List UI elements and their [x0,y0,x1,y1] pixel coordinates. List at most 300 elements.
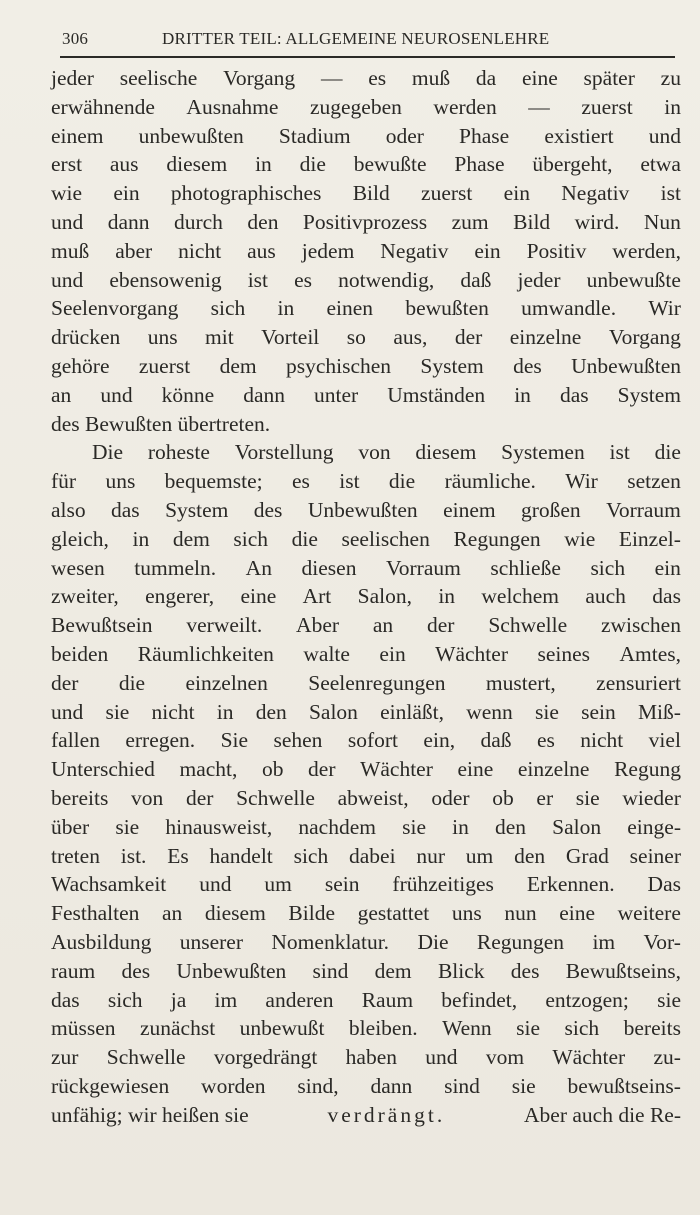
word: einzelne [509,325,582,350]
word: an [372,613,394,638]
word: einläßt, [380,699,445,724]
text-line [51,957,681,986]
text-line [51,410,681,439]
word: ist [247,267,269,292]
word: könne [161,382,215,407]
word: Positiv [526,238,587,263]
word: uns [147,325,178,350]
word: muß [51,238,90,263]
word: und [199,872,232,897]
word: bewußte [353,152,427,177]
word: und [51,699,84,724]
word: Wachsamkeit [51,872,167,897]
text-line [51,467,681,496]
word: seines [537,641,590,666]
text-line [51,1043,681,1072]
word: haben [345,1045,397,1070]
word: des [513,353,542,378]
word: Blick [437,958,485,983]
word: Die [92,440,124,465]
word: weitere [617,901,681,926]
word: Das [647,872,681,897]
text-line [51,1072,681,1101]
word: wesen [51,555,105,580]
word: ein [503,181,530,206]
word: wie [51,181,83,206]
word: raum [51,958,96,983]
word: der [185,785,214,810]
word: muß [411,66,451,90]
word: sie [575,785,600,810]
word: sehen [273,728,323,753]
word: daß [460,267,492,292]
word: Bewußtsein [51,613,153,638]
word: nicht [580,728,624,753]
word: seiner [629,843,681,868]
text-line [51,554,681,583]
word: bereits [51,785,109,810]
text-line [51,179,681,208]
word: Die [417,929,449,954]
word: vorgedrängt [213,1045,318,1070]
word: das [51,987,80,1012]
word: frühzeitiges [392,872,494,897]
word: Erkennen. [526,872,615,897]
word: jeder [51,66,94,90]
word: es [536,728,555,753]
word: Regung [614,757,681,782]
word: rückgewiesen [51,1073,170,1098]
word: tummeln. [134,555,217,580]
text-line [51,698,681,727]
text-line [51,438,681,467]
word: Es [167,843,189,868]
word: welchem [481,584,559,609]
word: ja [170,987,187,1012]
word: Wenn [442,1016,492,1041]
word: sich [590,555,626,580]
word: handelt [209,843,273,868]
word: walte [303,641,350,666]
word: unserer [179,929,244,954]
word: im [592,929,616,954]
word: nur [416,843,446,868]
word: Aber [296,613,340,638]
word: diesen [301,555,357,580]
word: großen [520,497,581,522]
word: sind [312,958,349,983]
word: sind [444,1073,480,1098]
word: drücken [51,325,121,350]
word: zugegeben [309,94,402,119]
word: dann [370,1073,413,1098]
word: sich [564,1016,600,1041]
text-line [51,928,681,957]
word: in [277,296,295,321]
word: wenn [466,699,513,724]
page-header [60,26,675,58]
word: entzogen; [545,987,629,1012]
word: worden [201,1073,266,1098]
text-line [51,640,681,669]
word: das [652,584,681,609]
word: ein [113,181,140,206]
word: Miß- [637,699,681,724]
word: Bild [513,209,551,234]
word: unbewußt [239,1016,325,1041]
word: einem [443,497,496,522]
word: den [494,814,527,839]
word: durch [173,209,223,234]
word: — [320,66,343,90]
word: System [165,497,229,522]
word: Negativ [380,238,449,263]
word: photographisches [170,181,322,206]
word: zu- [653,1045,681,1070]
word: der [454,325,483,350]
word: also [51,497,86,522]
word: Phase [454,152,505,177]
word: sie [511,1073,536,1098]
word: existiert [544,123,614,148]
word: aber [115,238,153,263]
word: mustert, [485,670,556,695]
text-line [51,496,681,525]
text-line [51,294,681,323]
word: es [294,267,313,292]
word: und [648,123,681,148]
word: Sie [220,728,249,753]
word: diesem [166,152,228,177]
word: zum [451,209,489,234]
word: Amtes, [619,641,681,666]
word: ist [339,469,360,494]
word: für [51,469,77,494]
word: ist [660,181,681,206]
final-line-after: Aber auch die Re- [524,1102,681,1127]
word: uns [451,901,482,926]
word: nicht [178,238,222,263]
word: erregen. [125,728,196,753]
word: Bewußten [85,411,178,436]
text-line [51,755,681,784]
word: gestattet [357,901,430,926]
word: nun [504,901,537,926]
word: sie [516,1016,541,1041]
word: die [388,469,416,494]
word: des [253,497,283,522]
word: Positivprozess [302,209,428,234]
text-line [51,237,681,266]
word: Vorgang [608,325,681,350]
word: in [216,699,234,724]
word: sich [233,526,269,551]
word: Nun [643,209,681,234]
word: Vorraum [606,497,681,522]
word: ebensowenig [109,267,222,292]
word: ein [654,555,681,580]
word: eine [457,757,494,782]
word: in [255,152,272,177]
text-line [51,525,681,554]
word: den [255,699,287,724]
word: sie [535,699,559,724]
word: Einzel- [618,526,681,551]
word: ob [492,785,514,810]
word: unbewußten [138,123,244,148]
word: System [420,353,484,378]
word: roheste [147,440,210,465]
word: uns [105,469,136,494]
word: zwischen [600,613,681,638]
word: Schwelle [488,613,568,638]
word: ein, [423,728,456,753]
word: ist. [120,843,147,868]
word: Vorgang [223,66,296,90]
text-line [51,784,681,813]
word: auch [585,584,626,609]
word: Unterschied [51,757,155,782]
word: Art [302,584,332,609]
word: ist [609,440,630,465]
word: in [664,94,681,119]
text-line [51,323,681,352]
word: im [214,987,238,1012]
word: zweiter, [51,584,119,609]
word: ein [379,641,406,666]
word: befindet, [441,987,518,1012]
word: oder [431,785,470,810]
word: sofort [347,728,399,753]
word: seelischen [341,526,430,551]
word: engerer, [145,584,215,609]
word: dann [107,209,150,234]
word: der [51,670,79,695]
word: des [51,411,86,436]
word: dem [219,353,257,378]
word: ob [261,757,284,782]
word: macht, [179,757,238,782]
text-line [51,726,681,755]
word: Salon, [357,584,412,609]
word: dabei [349,843,396,868]
word: bewußten [405,296,489,321]
word: Raum [361,987,414,1012]
word: eine [559,901,596,926]
word: eine [521,66,558,90]
word: psychischen [285,353,392,378]
word: Ausbildung [51,929,152,954]
word: Vor- [643,929,681,954]
word: Grad [565,843,609,868]
word: an [51,382,72,407]
word: einzelnen [185,670,268,695]
word: Stadium [278,123,351,148]
word: viel [648,728,681,753]
word: und [51,209,84,234]
word: er [536,785,554,810]
final-line-before: unfähig; wir heißen sie [51,1102,249,1127]
word: dem [374,958,412,983]
word: erwähnende [51,94,155,119]
word: Unbewußten [307,497,418,522]
word: zur [51,1045,79,1070]
emphasized-word: verdrängt. [327,1102,446,1127]
text-line [51,611,681,640]
word: die [654,440,681,465]
word: werden, [612,238,681,263]
word: fallen [51,728,100,753]
word: Wächter [435,641,508,666]
word: um [264,872,292,897]
word: das [111,497,140,522]
text-line [51,899,681,928]
word: Bild [352,181,390,206]
word: werden [433,94,497,119]
text-line [51,669,681,698]
word: beiden [51,641,109,666]
word: erst [51,152,83,177]
word: Regungen [453,526,541,551]
word: eine [240,584,277,609]
word: übergeht, [532,152,613,177]
word: übertreten. [177,411,271,436]
word: hinausweist, [165,814,273,839]
word: umwandle. [521,296,617,321]
word: sind, [297,1073,339,1098]
word: einen [326,296,374,321]
word: vom [485,1045,525,1070]
word: sich [210,296,246,321]
word: bereits [623,1016,681,1041]
word: unbewußte [586,267,681,292]
word: des [121,958,151,983]
word: aus [109,152,139,177]
word: es [291,469,310,494]
word: Nomenklatur. [271,929,390,954]
word: mit [205,325,234,350]
text-line [51,93,681,122]
word: wieder [622,785,681,810]
word: notwendig, [338,267,435,292]
word: Wir [648,296,681,321]
word: in [514,382,531,407]
word: nachdem [298,814,376,839]
word: sein [324,872,360,897]
word: da [475,66,497,90]
text-line [51,1014,681,1043]
word: diesem [415,440,477,465]
word: Seelenregungen [308,670,446,695]
word: abweist, [337,785,409,810]
word: schließe [490,555,561,580]
word: verweilt. [186,613,263,638]
word: und [100,382,133,407]
word: der [427,613,455,638]
text-line [51,266,681,295]
word: Umständen [387,382,486,407]
word: Negativ [561,181,630,206]
word: Vorteil [261,325,320,350]
text-line [51,986,681,1015]
word: sie [657,987,681,1012]
word: Wächter [360,757,433,782]
word: diesem [204,901,266,926]
word: Unbewußten [571,353,681,378]
word: zensuriert [596,670,681,695]
word: und [425,1045,458,1070]
word: Vorraum [386,555,461,580]
word: unter [314,382,359,407]
word: Salon [552,814,602,839]
word: — [528,94,550,119]
word: die [291,526,318,551]
word: später [583,66,635,90]
word: zunächst [139,1016,216,1041]
word: daß [480,728,512,753]
word: Bewußtseins, [565,958,681,983]
word: in [452,814,469,839]
running-head: DRITTER TEIL: ALLGEMEINE NEUROSENLEHRE [162,29,550,48]
word: sich [107,987,143,1012]
word: Wir [565,469,598,494]
word: oder [385,123,424,148]
word: An [245,555,272,580]
word: müssen [51,1016,116,1041]
word: Unbewußten [176,958,287,983]
word: wird. [574,209,620,234]
text-line [51,381,681,410]
word: der [308,757,336,782]
text-line [51,870,681,899]
word: zu [660,66,681,90]
word: des [510,958,540,983]
word: nicht [151,699,195,724]
word: es [368,66,387,90]
word: wie [564,526,596,551]
word: an [161,901,183,926]
text-line [51,813,681,842]
word: von [358,440,391,465]
word: jeder [517,267,561,292]
text-line [51,208,681,237]
word: aus, [393,325,428,350]
word: den [514,843,546,868]
word: einge- [627,814,681,839]
text-line [51,122,681,151]
word: gehöre [51,353,110,378]
body-text [51,64,681,1129]
word: die [118,670,146,695]
text-line [51,64,681,93]
word: einem [51,123,104,148]
word: so [346,325,366,350]
text-line [51,150,681,179]
word: das [559,382,589,407]
word: die [299,152,326,177]
word: setzen [627,469,681,494]
word: zuerst [581,94,633,119]
word: Räumlichkeiten [137,641,274,666]
word: seelische [119,66,198,90]
word: sein [581,699,616,724]
word: bequemste; [164,469,263,494]
word: über [51,814,90,839]
word: aus [247,238,276,263]
word: dem [172,526,210,551]
word: gleich, [51,526,109,551]
word: in [438,584,456,609]
